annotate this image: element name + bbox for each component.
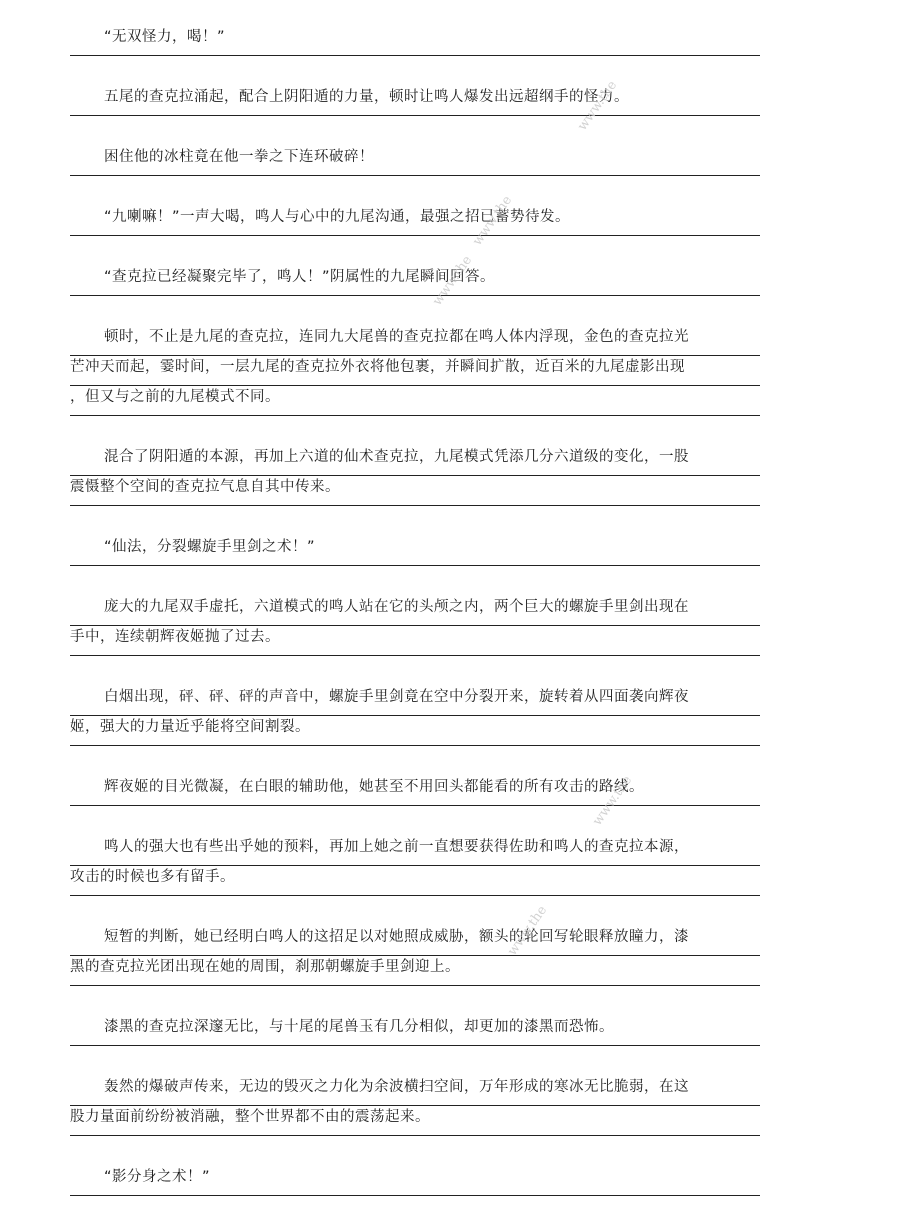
text-line: 轰然的爆破声传来，无边的毁灭之力化为余波横扫空间，万年形成的寒冰无比脆弱，在这 xyxy=(70,1076,760,1106)
text-line: ，但又与之前的九尾模式不同。 xyxy=(70,386,760,416)
text-line: 股力量面前纷纷被消融，整个世界都不由的震荡起来。 xyxy=(70,1106,760,1136)
text-line: 鸣人的强大也有些出乎她的预料，再加上她之前一直想要获得佐助和鸣人的查克拉本源， xyxy=(70,836,760,866)
paragraph xyxy=(70,146,760,176)
watermark: www.the xyxy=(590,773,636,829)
text-line: 困住他的冰柱竟在他一拳之下连环破碎！ xyxy=(70,146,760,176)
text-line: 震慑整个空间的查克拉气息自其中传来。 xyxy=(70,476,760,506)
paragraph xyxy=(70,836,760,896)
text-line: 辉夜姬的目光微凝，在白眼的辅助他，她甚至不用回头都能看的所有攻击的路线。 xyxy=(70,776,760,806)
watermark: www.the xyxy=(470,193,516,249)
text-line: 黑的查克拉光团出现在她的周围，刹那朝螺旋手里剑迎上。 xyxy=(70,956,760,986)
text-line: 白烟出现，砰、砰、砰的声音中，螺旋手里剑竟在空中分裂开来，旋转着从四面袭向辉夜 xyxy=(70,686,760,716)
text-line: “仙法，分裂螺旋手里剑之术！” xyxy=(70,536,760,566)
text-line: 混合了阴阳遁的本源，再加上六道的仙术查克拉，九尾模式凭添几分六道级的变化，一股 xyxy=(70,446,760,476)
paragraph xyxy=(70,536,760,566)
watermark: www.the xyxy=(505,903,551,959)
paragraph xyxy=(70,776,760,806)
watermark: www.the xyxy=(575,78,621,134)
text-line: 短暂的判断，她已经明白鸣人的这招足以对她照成威胁，额头的轮回写轮眼释放瞳力，漆 xyxy=(70,926,760,956)
watermark: www.the xyxy=(430,253,476,309)
paragraph xyxy=(70,596,760,656)
text-line: “无双怪力，喝！” xyxy=(70,26,760,56)
text-line: 顿时，不止是九尾的查克拉，连同九大尾兽的查克拉都在鸣人体内浮现，金色的查克拉光 xyxy=(70,326,760,356)
text-line: 芒冲天而起，霎时间，一层九尾的查克拉外衣将他包裹，并瞬间扩散，近百米的九尾虚影出现 xyxy=(70,356,760,386)
paragraph xyxy=(70,446,760,506)
paragraph xyxy=(70,926,760,986)
text-line: 姬，强大的力量近乎能将空间割裂。 xyxy=(70,716,760,746)
paragraph xyxy=(70,1166,760,1196)
text-line: 漆黑的查克拉深邃无比，与十尾的尾兽玉有几分相似，却更加的漆黑而恐怖。 xyxy=(70,1016,760,1046)
paragraph xyxy=(70,1076,760,1136)
text-line: 庞大的九尾双手虚托，六道模式的鸣人站在它的头颅之内，两个巨大的螺旋手里剑出现在 xyxy=(70,596,760,626)
text-line: “影分身之术！” xyxy=(70,1166,760,1196)
text-line: “查克拉已经凝聚完毕了，鸣人！”阴属性的九尾瞬间回答。 xyxy=(70,266,760,296)
paragraph xyxy=(70,266,760,296)
paragraph xyxy=(70,686,760,746)
paragraph xyxy=(70,86,760,116)
paragraph xyxy=(70,26,760,56)
text-line: 五尾的查克拉涌起，配合上阴阳遁的力量，顿时让鸣人爆发出远超纲手的怪力。 xyxy=(70,86,760,116)
paragraph xyxy=(70,1016,760,1046)
text-line: “九喇嘛！”一声大喝，鸣人与心中的九尾沟通，最强之招已蓄势待发。 xyxy=(70,206,760,236)
text-line: 手中，连续朝辉夜姬抛了过去。 xyxy=(70,626,760,656)
paragraph xyxy=(70,206,760,236)
paragraph xyxy=(70,326,760,416)
text-line: 攻击的时候也多有留手。 xyxy=(70,866,760,896)
